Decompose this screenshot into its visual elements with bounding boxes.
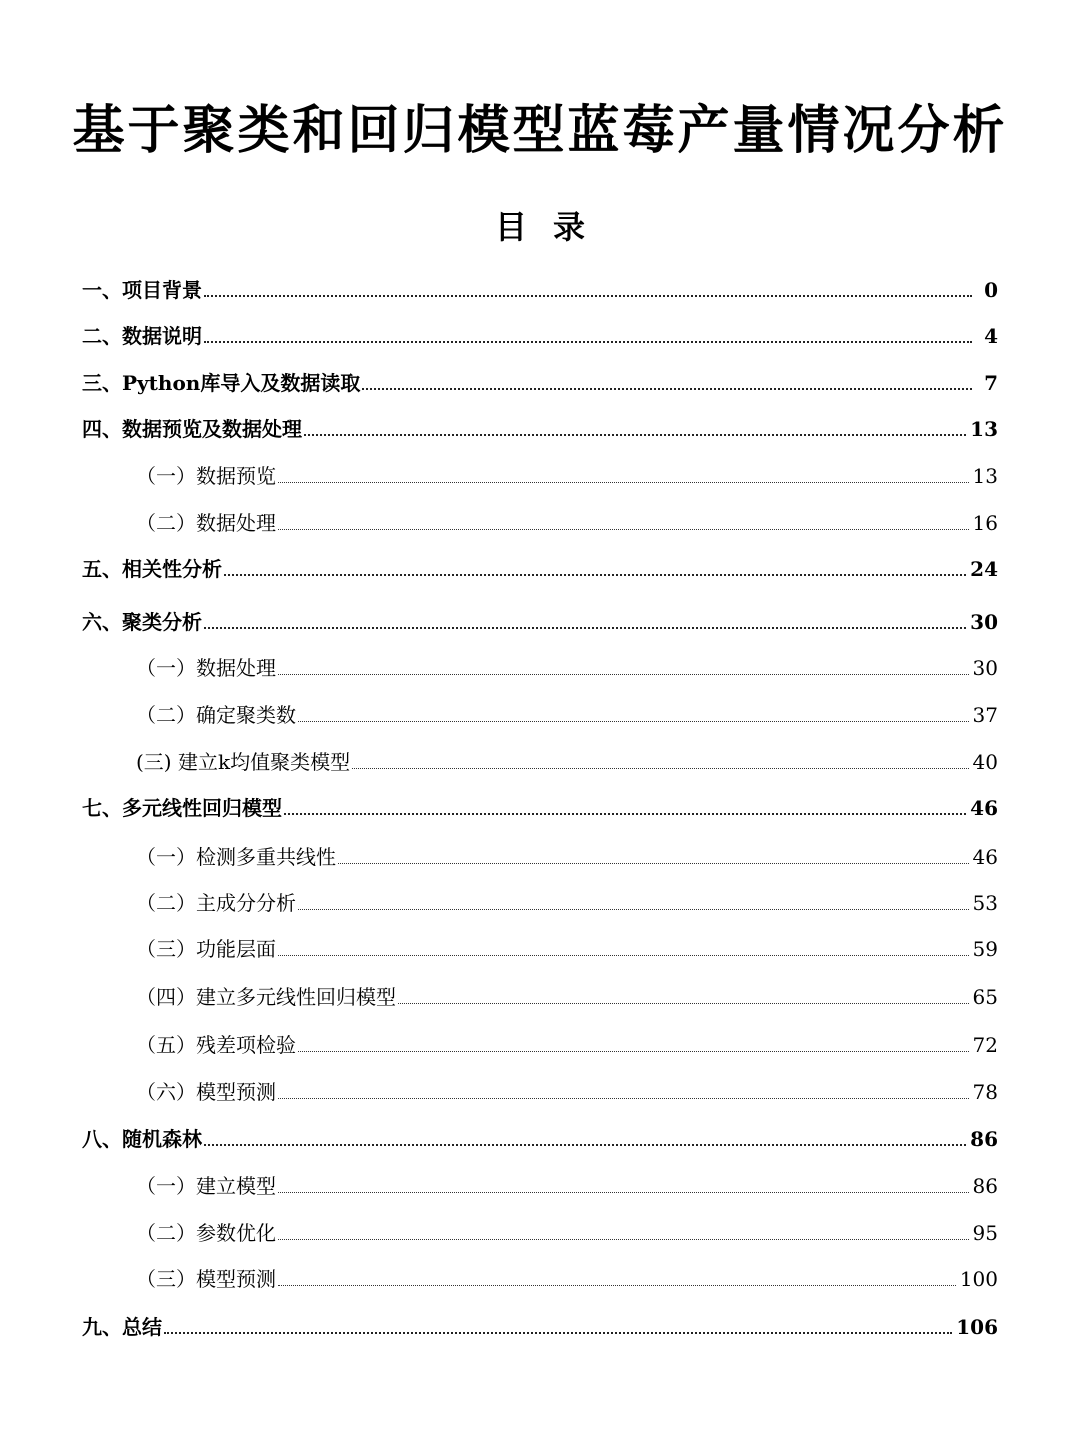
toc-entry-cluster-analysis[interactable] <box>82 602 998 636</box>
dot-leader <box>164 1332 952 1334</box>
toc-entry-label: 九、总结 <box>82 1315 162 1339</box>
toc-entry-label: （四）建立多元线性回归模型 <box>136 985 396 1009</box>
toc-entry-label: （一）检测多重共线性 <box>136 845 336 869</box>
toc-entry-label: 六、聚类分析 <box>82 610 202 634</box>
toc-heading-right: 录 <box>553 208 586 246</box>
dot-leader <box>278 529 969 530</box>
toc-entry-label: 四、数据预览及数据处理 <box>82 417 302 441</box>
toc-entry-page: 37 <box>972 703 998 727</box>
toc-entry-label: （二）数据处理 <box>136 511 276 535</box>
dot-leader <box>278 1285 956 1286</box>
toc-subentry-cluster-data-processing[interactable] <box>82 648 998 682</box>
toc-entry-page: 106 <box>956 1315 998 1339</box>
toc-subentry-build-regression[interactable] <box>82 977 998 1011</box>
toc-subentry-parameter-tuning[interactable] <box>82 1213 998 1247</box>
toc-entry-label: （三）功能层面 <box>136 937 276 961</box>
toc-entry-page: 65 <box>972 985 998 1009</box>
toc-entry-correlation-analysis[interactable] <box>82 549 998 583</box>
toc-subentry-residual-test[interactable] <box>82 1025 998 1059</box>
dot-leader <box>338 863 969 864</box>
dot-leader <box>278 1098 969 1099</box>
toc-entry-label: 三、Python库导入及数据读取 <box>82 371 361 395</box>
toc-entry-label: 五、相关性分析 <box>82 557 222 581</box>
toc-entry-label: 一、项目背景 <box>82 278 202 302</box>
toc-entry-label: （二）确定聚类数 <box>136 703 296 727</box>
dot-leader <box>362 388 972 390</box>
toc-entry-page: 13 <box>970 417 998 441</box>
toc-subentry-multicollinearity[interactable] <box>82 837 998 871</box>
toc-subentry-data-processing[interactable] <box>82 503 998 537</box>
toc-entry-page: 59 <box>972 937 998 961</box>
toc-entry-page: 95 <box>972 1221 998 1245</box>
toc-entry-page: 24 <box>970 557 998 581</box>
dot-leader <box>284 813 966 815</box>
toc-entry-label: （二）参数优化 <box>136 1221 276 1245</box>
toc-entry-label: （五）残差项检验 <box>136 1033 296 1057</box>
dot-leader <box>204 295 972 297</box>
dot-leader <box>278 1239 969 1240</box>
dot-leader <box>224 574 966 576</box>
toc-subentry-data-preview[interactable] <box>82 456 998 490</box>
toc-entry-page: 30 <box>970 610 998 634</box>
toc-subentry-forest-prediction[interactable] <box>82 1259 998 1293</box>
toc-entry-label: （三）模型预测 <box>136 1267 276 1291</box>
toc-entry-page: 46 <box>972 845 998 869</box>
dot-leader <box>278 482 969 483</box>
toc-entry-page: 13 <box>972 464 998 488</box>
toc-entry-page: 86 <box>972 1174 998 1198</box>
toc-entry-python-import[interactable] <box>82 363 998 397</box>
dot-leader <box>352 768 968 769</box>
toc-entry-page: 72 <box>972 1033 998 1057</box>
toc-entry-label: （一）数据处理 <box>136 656 276 680</box>
toc-entry-label: 二、数据说明 <box>82 324 202 348</box>
toc-entry-label: 七、多元线性回归模型 <box>82 796 282 820</box>
toc-entry-page: 30 <box>972 656 998 680</box>
toc-entry-label: 八、随机森林 <box>82 1127 202 1151</box>
table-of-contents <box>82 0 998 1440</box>
toc-entry-linear-regression[interactable] <box>82 788 998 822</box>
dot-leader <box>298 1051 969 1052</box>
toc-entry-page: 7 <box>984 371 998 395</box>
toc-subentry-pca[interactable] <box>82 883 998 917</box>
dot-leader <box>304 434 966 436</box>
toc-heading-left: 目 <box>494 208 527 246</box>
toc-entry-label: （六）模型预测 <box>136 1080 276 1104</box>
toc-entry-random-forest[interactable] <box>82 1119 998 1153</box>
toc-entry-page: 4 <box>984 324 998 348</box>
toc-entry-data-description[interactable] <box>82 316 998 350</box>
toc-entry-page: 16 <box>972 511 998 535</box>
toc-entry-page: 0 <box>984 278 998 302</box>
dot-leader <box>278 955 969 956</box>
toc-subentry-kmeans-model[interactable] <box>82 742 998 776</box>
dot-leader <box>298 721 969 722</box>
toc-entry-page: 100 <box>959 1267 998 1291</box>
toc-entry-page: 40 <box>972 750 998 774</box>
toc-subentry-functional-level[interactable] <box>82 929 998 963</box>
toc-subentry-regression-prediction[interactable] <box>82 1072 998 1106</box>
toc-entry-label: (三) 建立k均值聚类模型 <box>136 750 351 774</box>
toc-subentry-cluster-count[interactable] <box>82 695 998 729</box>
toc-entry-page: 78 <box>972 1080 998 1104</box>
toc-entry-summary[interactable] <box>82 1307 998 1341</box>
toc-entry-label: （一）建立模型 <box>136 1174 276 1198</box>
toc-subentry-build-model[interactable] <box>82 1166 998 1200</box>
dot-leader <box>298 909 969 910</box>
toc-entry-page: 53 <box>972 891 998 915</box>
toc-entry-project-background[interactable] <box>82 270 998 304</box>
dot-leader <box>278 674 969 675</box>
dot-leader <box>398 1003 969 1004</box>
dot-leader <box>204 627 966 629</box>
toc-entry-label: （二）主成分分析 <box>136 891 296 915</box>
document-title: 基于聚类和回归模型蓝莓产量情况分析 <box>72 100 1008 161</box>
dot-leader <box>204 341 972 343</box>
toc-entry-page: 86 <box>970 1127 998 1151</box>
toc-entry-label: （一）数据预览 <box>136 464 276 488</box>
toc-entry-data-preview-processing[interactable] <box>82 409 998 443</box>
dot-leader <box>278 1192 969 1193</box>
dot-leader <box>204 1144 966 1146</box>
toc-entry-page: 46 <box>970 796 998 820</box>
